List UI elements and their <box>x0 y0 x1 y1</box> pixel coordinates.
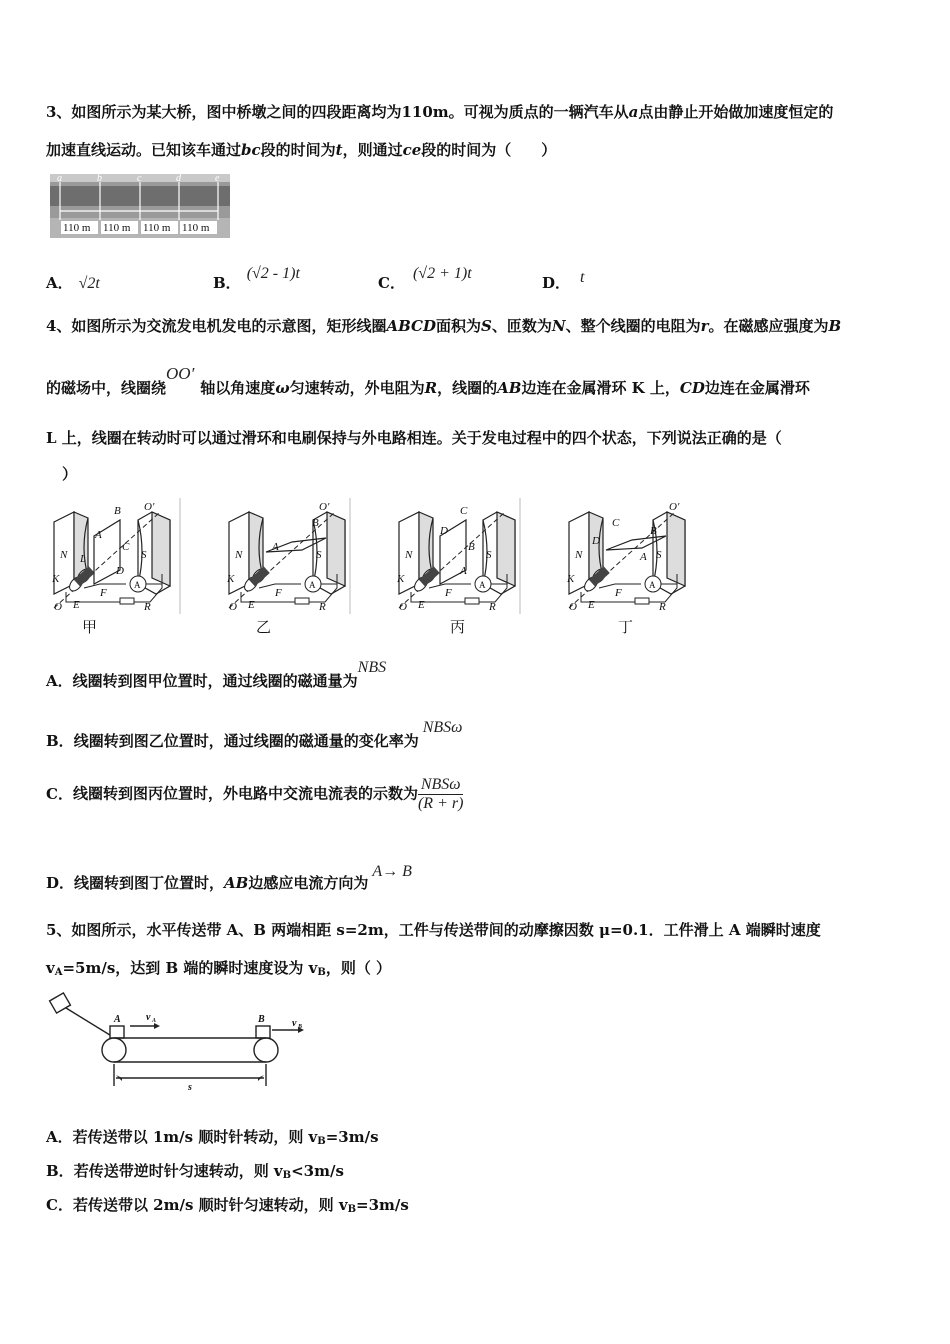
q5-option-a[interactable] <box>46 1126 379 1147</box>
option-letter: A． <box>46 1128 73 1146</box>
q5-text: v <box>46 959 55 977</box>
q4-var: R <box>424 379 438 397</box>
q3-var-t: t <box>335 141 343 159</box>
option-letter: A． <box>46 274 73 292</box>
q3-text-end: 点由静止开始做加速度恒定的 <box>638 103 834 121</box>
option-sub: B <box>347 1204 357 1215</box>
label-c: C <box>122 541 130 553</box>
q3-text: 3、如图所示为某大桥，图中桥墩之间的四段距离均为110m。可视为质点的一辆汽车从 <box>46 103 629 121</box>
option-sub: B <box>317 1136 326 1147</box>
label-e: E <box>588 599 595 611</box>
q4-text: 、整个线圈的电阻为 <box>565 317 701 335</box>
meter-label: A <box>134 580 141 590</box>
label-f: F <box>615 587 622 599</box>
conveyor-label-vb-sub: B <box>298 1024 303 1030</box>
q4-var: r <box>700 317 709 335</box>
figure-label-ding: 丁 <box>618 618 634 636</box>
label-e: E <box>73 599 80 611</box>
label-b: B <box>114 505 121 517</box>
q3-var-bc: bc <box>241 141 261 159</box>
q3-option-d[interactable] <box>542 266 585 292</box>
bridge-point-e: e <box>215 174 220 184</box>
q3-line-2 <box>46 140 556 160</box>
q4-text: 、匝数为 <box>491 317 552 335</box>
q4-axis-oo: OO′ <box>166 364 195 383</box>
q4-line-4 <box>62 464 77 484</box>
meter-label: A <box>479 580 486 590</box>
bridge-point-d: d <box>176 174 181 184</box>
q4-var: CD <box>679 379 705 397</box>
label-f: F <box>100 587 107 599</box>
label-o2: O′ <box>319 501 330 513</box>
figure-jia <box>54 512 170 608</box>
label-a: A <box>640 551 647 563</box>
conveyor-figure <box>48 990 318 1100</box>
segment-label: 110 m <box>103 222 131 234</box>
q5-text: 5、如图所示，水平传送带 A、B 两端相距 s=2m，工件与传送带间的动摩擦因数 μ=0.1．工件滑上 A 端瞬时速度 <box>46 921 821 939</box>
label-k: K <box>567 573 575 585</box>
label-a: A <box>460 565 467 577</box>
figure-label-bing: 丙 <box>450 618 466 636</box>
q4-var: B <box>828 317 842 335</box>
option-letter: B． <box>46 732 74 750</box>
fraction-numerator: NBSω <box>418 776 463 795</box>
meter-label: A <box>649 580 656 590</box>
q3-text: 段的时间为（ ） <box>421 141 557 159</box>
figure-bing <box>399 512 515 608</box>
q3-var-a: a <box>628 103 639 121</box>
label-o: O <box>229 601 237 613</box>
option-letter: B． <box>213 274 241 292</box>
label-n: N <box>575 549 583 561</box>
option-text: 线圈转到图甲位置时，通过线圈的磁通量为 <box>72 672 358 690</box>
option-text: 若传送带以 2m/s 顺时针匀速转动，则 v <box>72 1196 348 1214</box>
q4-line-2 <box>46 364 810 398</box>
meter-label: A <box>309 580 316 590</box>
q3-var-ce: ce <box>402 141 422 159</box>
q4-option-b[interactable] <box>46 719 463 751</box>
option-text: 若传送带以 1m/s 顺时针转动，则 v <box>72 1128 318 1146</box>
option-letter: D． <box>46 874 75 892</box>
option-var: AB <box>224 874 249 892</box>
conveyor-label-b: B <box>258 1014 265 1025</box>
option-expr: t <box>580 269 585 286</box>
segment-label: 110 m <box>143 222 171 234</box>
segment-label: 110 m <box>182 222 210 234</box>
figure-label-jia: 甲 <box>82 618 98 636</box>
label-k: K <box>397 573 405 585</box>
label-e: E <box>418 599 425 611</box>
option-text: 线圈转到图丙位置时，外电路中交流电流表的示数为 <box>72 784 418 803</box>
option-letter: A． <box>46 672 73 690</box>
label-o: O <box>54 601 62 613</box>
label-d: D <box>592 535 600 547</box>
option-letter: B． <box>46 1162 74 1180</box>
option-expr: NBSω <box>422 719 463 736</box>
label-r: R <box>489 601 496 613</box>
option-expr: (√2 - 1)t <box>246 265 300 282</box>
q4-text: L 上，线圈在转动时可以通过滑环和电刷保持与外电路相连。关于发电过程中的四个状态，下列说法正确的是（ <box>46 429 782 447</box>
q4-option-d[interactable] <box>46 863 412 893</box>
label-n: N <box>235 549 243 561</box>
q4-text: 。在磁感应强度为 <box>708 317 829 335</box>
bridge-point-a: a <box>57 174 62 184</box>
q3-text: 段的时间为 <box>260 141 336 159</box>
option-expr: √2t <box>78 275 100 292</box>
label-b: B <box>468 541 475 553</box>
option-tail: <3m/s <box>291 1162 344 1180</box>
option-fraction <box>418 776 463 813</box>
label-c: C <box>612 517 620 529</box>
conveyor-label-va-sub: A <box>152 1018 157 1024</box>
q5-sub: A <box>54 967 63 978</box>
label-a: A <box>95 529 102 541</box>
label-k: K <box>227 573 235 585</box>
q4-text: 边连在金属滑环 <box>704 379 810 397</box>
q4-option-a[interactable] <box>46 659 387 691</box>
label-d: D <box>116 565 124 577</box>
option-text: 线圈转到图丁位置时， <box>74 874 225 892</box>
fraction-denominator: (R + r) <box>417 795 464 812</box>
conveyor-label-va: v <box>146 1012 151 1023</box>
label-k: K <box>52 573 60 585</box>
q4-var: AB <box>497 379 522 397</box>
generator-figures <box>40 498 700 638</box>
label-s: S <box>656 549 662 561</box>
label-c: C <box>460 505 468 517</box>
q4-line-1 <box>46 316 841 336</box>
conveyor-label-s: s <box>188 1082 192 1093</box>
label-r: R <box>659 601 666 613</box>
label-f: F <box>275 587 282 599</box>
q4-var: ABCD <box>386 317 436 335</box>
q4-text: 轴以角速度 <box>200 379 276 397</box>
q3-line-1 <box>46 102 833 122</box>
option-expr: (√2 + 1)t <box>412 265 472 282</box>
label-b: B <box>312 517 319 529</box>
q5-line-1 <box>46 920 821 940</box>
label-s: S <box>486 549 492 561</box>
label-l: L <box>80 553 87 565</box>
q4-option-c[interactable] <box>46 776 463 813</box>
option-letter: D． <box>542 274 571 292</box>
q4-text: 边连在金属滑环 K 上， <box>521 379 680 397</box>
label-n: N <box>60 549 68 561</box>
option-expr: NBS <box>357 659 387 676</box>
option-text: 边感应电流方向为 <box>248 874 369 892</box>
label-s: S <box>141 549 147 561</box>
q4-line-3 <box>46 428 782 448</box>
q5-line-2 <box>46 958 391 983</box>
q3-text: 加速直线运动。已知该车通过 <box>46 141 242 159</box>
label-o: O <box>569 601 577 613</box>
segment-label: 110 m <box>63 222 91 234</box>
q4-text: 匀速转动，外电阻为 <box>289 379 425 397</box>
label-o: O <box>399 601 407 613</box>
q4-var: S <box>481 317 492 335</box>
label-b: B <box>650 525 657 537</box>
q5-option-b[interactable] <box>46 1160 344 1181</box>
figure-yi <box>229 512 345 608</box>
bridge-figure <box>50 174 230 238</box>
q4-var: ω <box>275 379 290 397</box>
figure-ding <box>569 512 685 608</box>
q5-text: ，则（ ） <box>325 959 392 977</box>
q3-option-b[interactable] <box>213 262 300 292</box>
q4-text: 4、如图所示为交流发电机发电的示意图，矩形线圈 <box>46 317 387 335</box>
q4-var: N <box>551 317 566 335</box>
q5-option-c[interactable] <box>46 1194 409 1215</box>
option-tail: =3m/s <box>356 1196 409 1214</box>
q4-text: ，线圈的 <box>437 379 498 397</box>
q5-text: =5m/s，达到 B 端的瞬时速度设为 v <box>62 959 318 977</box>
label-n: N <box>405 549 413 561</box>
option-text: 若传送带逆时针匀速转动，则 v <box>73 1162 283 1180</box>
label-o2: O′ <box>144 501 155 513</box>
conveyor-label-vb: v <box>292 1018 297 1029</box>
option-letter: C． <box>46 1196 73 1214</box>
label-f: F <box>445 587 452 599</box>
option-tail: =3m/s <box>325 1128 379 1146</box>
option-letter: C． <box>378 274 405 292</box>
label-a: A <box>272 541 279 553</box>
label-e: E <box>248 599 255 611</box>
q3-option-c[interactable] <box>378 262 472 292</box>
figure-label-yi: 乙 <box>256 618 272 636</box>
option-text: 线圈转到图乙位置时，通过线圈的磁通量的变化率为 <box>73 732 419 750</box>
label-s: S <box>316 549 322 561</box>
q3-option-a[interactable] <box>46 272 100 293</box>
conveyor-label-a: A <box>114 1014 121 1025</box>
option-sub: B <box>282 1170 292 1181</box>
bridge-point-c: c <box>137 174 142 184</box>
label-o2: O′ <box>669 501 680 513</box>
label-d: D <box>440 525 448 537</box>
q4-text: ） <box>62 465 78 483</box>
bridge-point-b: b <box>97 174 102 184</box>
q3-text: ，则通过 <box>342 141 403 159</box>
option-expr: A→ B <box>372 863 412 880</box>
label-r: R <box>319 601 326 613</box>
option-letter: C． <box>46 784 73 803</box>
q4-text: 面积为 <box>436 317 482 335</box>
label-r: R <box>144 601 151 613</box>
q5-sub: B <box>317 967 326 978</box>
q4-text: 的磁场中，线圈绕 <box>46 379 167 397</box>
